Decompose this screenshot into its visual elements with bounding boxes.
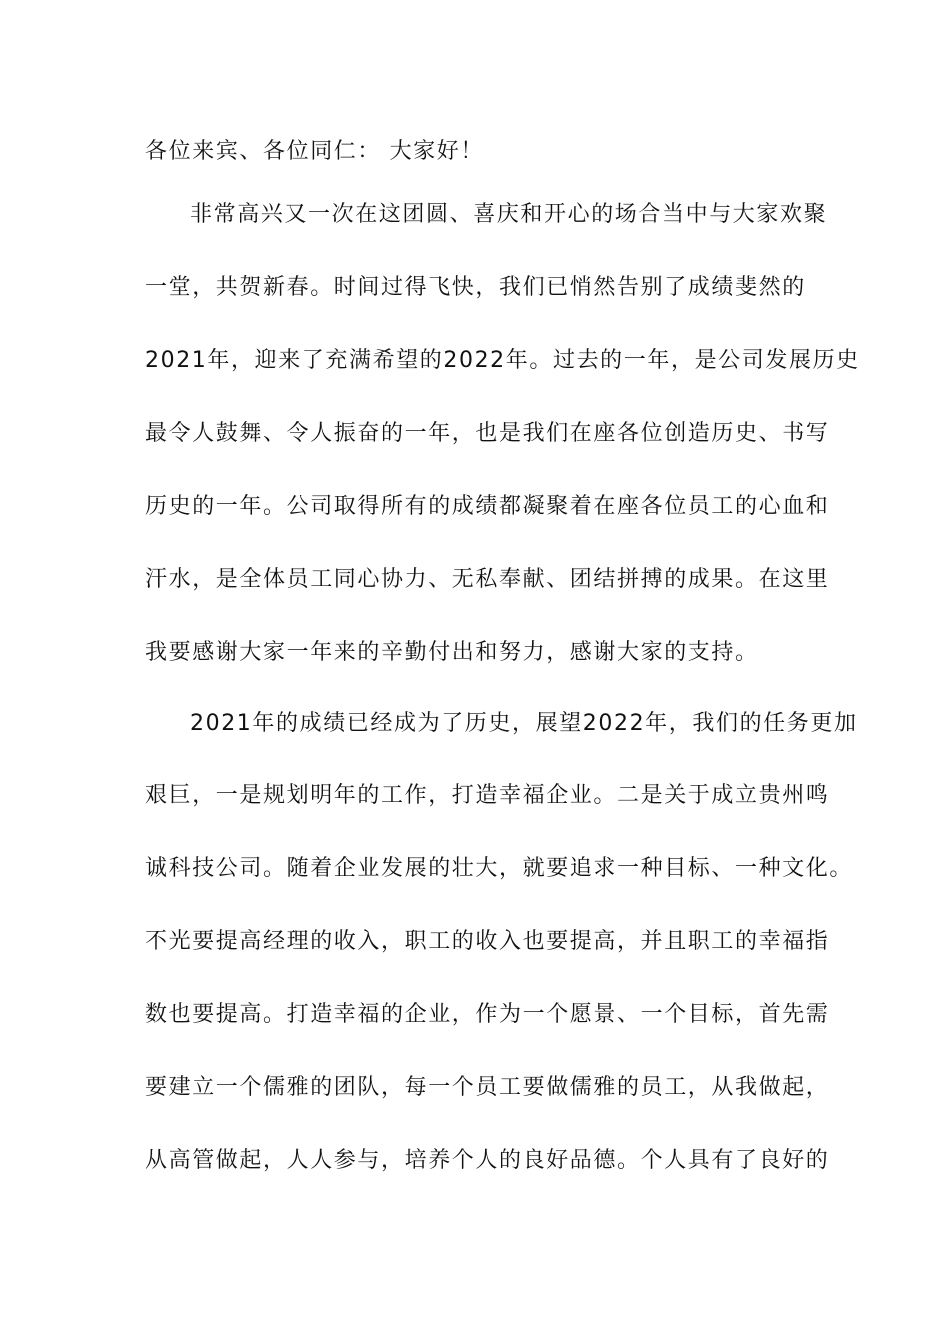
paragraph-1-line-2: 一堂，共贺新春。时间过得飞快，我们已悄然告别了成绩斐然的 [145, 275, 806, 300]
paragraph-1-line-1: 非常高兴又一次在这团圆、喜庆和开心的场合当中与大家欢聚 [190, 202, 828, 227]
paragraph-1-line-5: 历史的一年。公司取得所有的成绩都凝聚着在座各位员工的心血和 [145, 494, 830, 519]
paragraph-2-line-1: 2021年的成绩已经成为了历史，展望2022年，我们的任务更加 [190, 711, 858, 736]
paragraph-1-line-3: 2021年，迎来了充满希望的2022年。过去的一年，是公司发展历史 [145, 348, 860, 373]
paragraph-1-line-4: 最令人鼓舞、令人振奋的一年，也是我们在座各位创造历史、书写 [145, 421, 830, 446]
paragraph-2-line-2: 艰巨，一是规划明年的工作，打造幸福企业。二是关于成立贵州鸣 [145, 783, 830, 808]
paragraph-2-line-4: 不光要提高经理的收入，职工的收入也要提高，并且职工的幸福指 [145, 929, 830, 954]
paragraph-1-line-7: 我要感谢大家一年来的辛勤付出和努力，感谢大家的支持。 [145, 640, 759, 665]
paragraph-1-line-6: 汗水，是全体员工同心协力、无私奉献、团结拼搏的成果。在这里 [145, 567, 830, 592]
paragraph-2-line-7: 从高管做起，人人参与，培养个人的良好品德。个人具有了良好的 [145, 1148, 830, 1173]
paragraph-2-line-3: 诚科技公司。随着企业发展的壮大，就要追求一种目标、一种文化。 [145, 856, 854, 881]
paragraph-2-line-5: 数也要提高。打造幸福的企业，作为一个愿景、一个目标，首先需 [145, 1002, 830, 1027]
paragraph-2-line-6: 要建立一个儒雅的团队，每一个员工要做儒雅的员工，从我做起， [145, 1075, 830, 1100]
greeting-line: 各位来宾、各位同仁： 大家好！ [145, 139, 484, 164]
